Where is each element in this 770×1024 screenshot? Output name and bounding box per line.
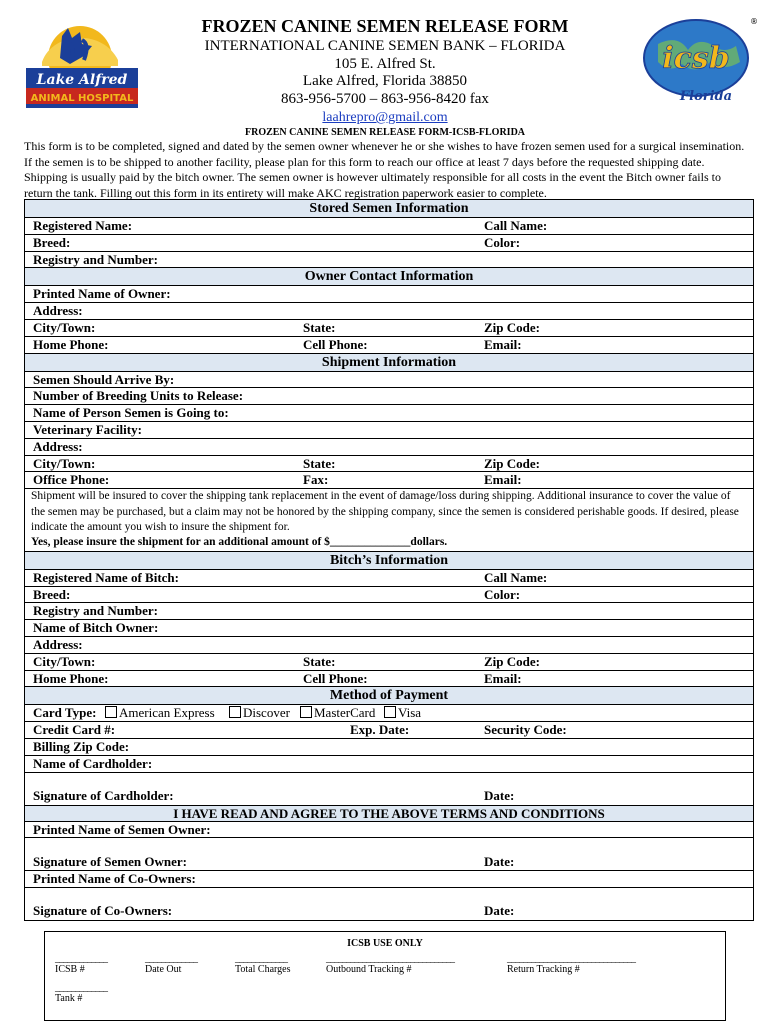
label-cardholder-signature: Signature of Cardholder:: [33, 787, 174, 803]
label-fax: Fax:: [303, 472, 329, 488]
org-name: INTERNATIONAL CANINE SEMEN BANK – FLORIDA: [204, 38, 566, 54]
label-registered-name: Registered Name:: [33, 218, 133, 233]
logo-right-text: icsb: [662, 41, 730, 76]
release-form-table: [24, 199, 754, 921]
form-header: [0, 0, 770, 140]
row-vet[interactable]: [25, 422, 753, 439]
label-bitch-home-phone: Home Phone:: [33, 670, 109, 686]
label-ship-state: State:: [303, 455, 336, 471]
page-title: FROZEN CANINE SEMEN RELEASE FORM: [201, 16, 569, 36]
label-bitch-breed: Breed:: [33, 586, 71, 602]
row-arrive-by[interactable]: [25, 372, 753, 389]
label-owner-email: Email:: [484, 336, 522, 352]
label-owner-name: Printed Name of Owner:: [33, 286, 171, 302]
label-call-name: Call Name:: [484, 218, 548, 233]
field-outbound-tracking[interactable]: ________________________________ Outbound Tracking #: [326, 953, 454, 975]
row-bitch-address[interactable]: [25, 637, 753, 654]
row-billing-zip[interactable]: [25, 739, 753, 756]
row-credit-card[interactable]: [25, 722, 753, 739]
label-breed: Breed:: [33, 234, 71, 250]
label-ship-address: Address:: [33, 438, 83, 454]
label-cardholder-date: Date:: [484, 787, 515, 803]
section-header-stored: Stored Semen Information: [25, 200, 753, 218]
field-total-charges[interactable]: _____________ Total Charges: [235, 953, 291, 975]
label-ship-email: Email:: [484, 472, 522, 488]
label-bitch-city: City/Town:: [33, 653, 96, 669]
section-header-bitch: Bitch’s Information: [25, 552, 753, 570]
label-owner-home-phone: Home Phone:: [33, 336, 109, 352]
row-stored-registry[interactable]: [25, 252, 753, 269]
label-owner-state: State:: [303, 319, 336, 335]
row-cardholder-signature[interactable]: [25, 773, 753, 806]
label-recipient: Name of Person Semen is Going to:: [33, 405, 229, 421]
form-subtitle: FROZEN CANINE SEMEN RELEASE FORM-ICSB-FLORIDA: [244, 127, 526, 138]
label-printed-owner: Printed Name of Semen Owner:: [33, 821, 211, 837]
org-city: Lake Alfred, Florida 38850: [302, 73, 468, 89]
label-owner-cell-phone: Cell Phone:: [303, 336, 368, 352]
row-bitch-phone[interactable]: [25, 671, 753, 688]
label-owner-city: City/Town:: [33, 319, 96, 335]
label-owner-signature: Signature of Semen Owner:: [33, 853, 187, 869]
label-bitch-cell-phone: Cell Phone:: [303, 670, 368, 686]
label-credit-card: Credit Card #:: [33, 722, 116, 738]
logo-left-line2: ANIMAL HOSPITAL: [30, 93, 134, 104]
insurance-request[interactable]: Yes, please insure the shipment for an additional amount of $______________dollars.: [31, 536, 448, 549]
row-printed-owner[interactable]: [25, 822, 753, 839]
label-bitch-name: Registered Name of Bitch:: [33, 569, 179, 585]
row-card-type: [25, 705, 753, 722]
field-date-out[interactable]: _____________ Date Out: [145, 953, 197, 975]
option-mastercard[interactable]: MasterCard: [300, 705, 375, 722]
label-units: Number of Breeding Units to Release:: [33, 388, 244, 404]
row-bitch-owner[interactable]: [25, 620, 753, 637]
icsb-logo: [640, 14, 758, 106]
row-coowner-signature[interactable]: [25, 888, 753, 921]
option-amex[interactable]: American Express: [105, 705, 215, 722]
label-billing-zip: Billing Zip Code:: [33, 738, 130, 754]
row-owner-city[interactable]: [25, 320, 753, 337]
row-bitch-city[interactable]: [25, 654, 753, 671]
label-bitch-zip: Zip Code:: [484, 653, 540, 669]
label-owner-address: Address:: [33, 303, 83, 319]
icsb-use-only-box: [44, 931, 726, 1021]
label-vet: Veterinary Facility:: [33, 421, 142, 437]
row-owner-phone[interactable]: [25, 337, 753, 354]
section-header-owner: Owner Contact Information: [25, 268, 753, 286]
org-email-link[interactable]: laahrepro@gmail.com: [322, 110, 448, 125]
label-bitch-color: Color:: [484, 586, 521, 602]
agreement-statement: I HAVE READ AND AGREE TO THE ABOVE TERMS AND CONDITIONS: [25, 806, 753, 822]
row-ship-address[interactable]: [25, 439, 753, 456]
org-street: 105 E. Alfred St.: [334, 56, 436, 72]
label-printed-coowners: Printed Name of Co-Owners:: [33, 871, 196, 887]
logo-left-line1: Lake Alfred: [36, 72, 128, 88]
row-stored-registered-name[interactable]: [25, 218, 753, 235]
checkbox-icon[interactable]: [300, 706, 312, 718]
label-bitch-owner: Name of Bitch Owner:: [33, 620, 159, 636]
row-units[interactable]: [25, 388, 753, 405]
label-bitch-state: State:: [303, 653, 336, 669]
label-security-code: Security Code:: [484, 722, 567, 738]
row-recipient[interactable]: [25, 405, 753, 422]
label-owner-sig-date: Date:: [484, 853, 515, 869]
intro-paragraph: This form is to be completed, signed and dated by the semen owner whenever he or she wishes to have frozen semen used for a surgical insemination. If the semen is to be shipped to another facility, please plan for this form to reach our office at least 7 days before the requested shipping date. Shipping is usually paid by the bitch owner. The semen owner is however ultimately responsible for all costs in the event the Bitch owner fails to return the tank. Filling out this form in its entirety will make AKC registration paperwork easier to complete.: [24, 139, 745, 200]
label-arrive-by: Semen Should Arrive By:: [33, 371, 175, 387]
org-phone: 863-956-5700 – 863-956-8420 fax: [281, 91, 489, 107]
field-return-tracking[interactable]: ________________________________ Return Tracking #: [507, 953, 635, 975]
label-ship-city: City/Town:: [33, 455, 96, 471]
section-header-payment: Method of Payment: [25, 687, 753, 705]
row-bitch-name[interactable]: [25, 570, 753, 587]
label-color: Color:: [484, 234, 521, 250]
label-bitch-registry: Registry and Number:: [33, 603, 158, 619]
field-tank-number[interactable]: _____________ Tank #: [55, 982, 107, 1004]
label-coowner-date: Date:: [484, 903, 515, 919]
checkbox-icon[interactable]: [229, 706, 241, 718]
row-owner-name[interactable]: [25, 286, 753, 303]
option-discover[interactable]: Discover: [229, 705, 290, 722]
field-icsb-number[interactable]: _____________ ICSB #: [55, 953, 107, 975]
row-printed-coowners[interactable]: [25, 871, 753, 888]
row-bitch-registry[interactable]: [25, 603, 753, 620]
label-exp-date: Exp. Date:: [350, 722, 410, 738]
registered-mark: ®: [750, 17, 758, 26]
checkbox-icon[interactable]: [105, 706, 117, 718]
checkbox-icon[interactable]: [384, 706, 396, 718]
label-owner-zip: Zip Code:: [484, 319, 540, 335]
label-bitch-email: Email:: [484, 670, 522, 686]
row-ship-city[interactable]: [25, 456, 753, 473]
section-header-shipment: Shipment Information: [25, 354, 753, 372]
row-owner-signature[interactable]: [25, 838, 753, 871]
row-bitch-breed[interactable]: [25, 587, 753, 604]
row-stored-breed[interactable]: [25, 235, 753, 252]
label-ship-zip: Zip Code:: [484, 455, 540, 471]
label-bitch-call-name: Call Name:: [484, 569, 548, 585]
label-coowner-signature: Signature of Co-Owners:: [33, 903, 173, 919]
label-cardholder: Name of Cardholder:: [33, 755, 153, 771]
row-ship-phone[interactable]: [25, 472, 753, 489]
label-card-type: Card Type:: [33, 705, 97, 721]
row-cardholder[interactable]: [25, 756, 753, 773]
logo-right-sub: Florida: [679, 89, 733, 104]
row-owner-address[interactable]: [25, 303, 753, 320]
insurance-note: Shipment will be insured to cover the shipping tank replacement in the event of damage/loss during shipping. Additional insurance to cover the value of the semen may be purchased, but a claim may not be honored by the shipping company, since the semen is considered perishable goods. If desired, please indicate the amount you wish to insure the shipment for. Yes, please insure the shipment for an additional amount of $______________dollars.: [25, 489, 753, 552]
label-office-phone: Office Phone:: [33, 472, 110, 488]
option-visa[interactable]: Visa: [384, 705, 421, 722]
icsb-use-title: ICSB USE ONLY: [347, 938, 423, 949]
label-registry: Registry and Number:: [33, 251, 158, 267]
label-bitch-address: Address:: [33, 636, 83, 652]
